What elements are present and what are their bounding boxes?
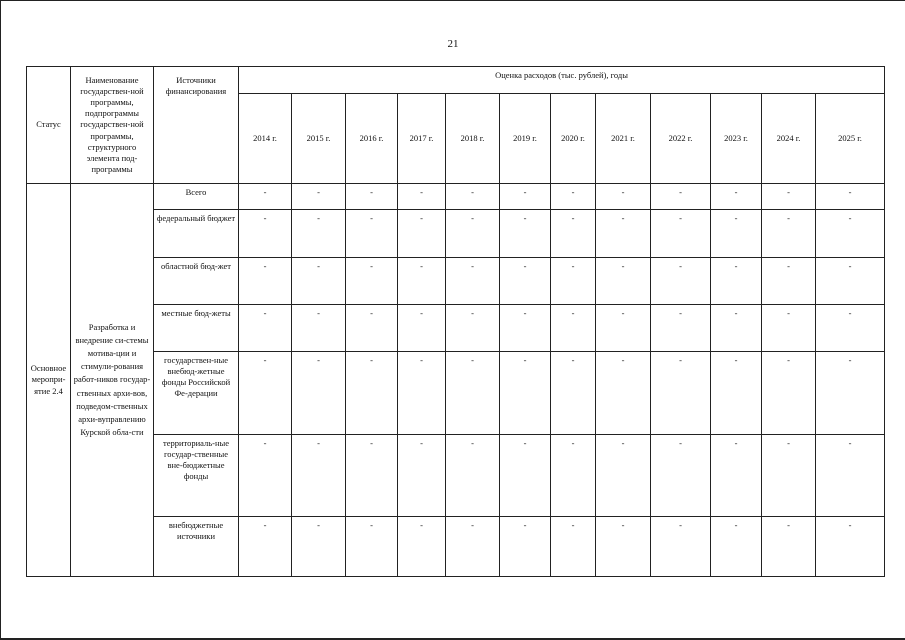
value-cell: - <box>651 210 711 258</box>
value-cell: - <box>239 184 292 210</box>
value-cell: - <box>711 517 762 577</box>
table-row <box>27 435 885 517</box>
activity-name-cell: Разработка и внедрение си-стемы мотива-ции и стимули-рования работ-ников государ-ственных архи-вов, подведом-ственных архи-вуправлению Курской обла-сти <box>71 184 154 577</box>
header-year: 2017 г. <box>398 94 446 184</box>
value-cell: - <box>551 258 596 305</box>
value-cell: - <box>292 435 346 517</box>
value-cell: - <box>596 184 651 210</box>
value-cell: - <box>500 517 551 577</box>
value-cell: - <box>239 352 292 435</box>
value-cell: - <box>816 210 885 258</box>
funding-source-cell: местные бюд-жеты <box>154 305 239 352</box>
value-cell: - <box>762 352 816 435</box>
value-cell: - <box>398 184 446 210</box>
value-cell: - <box>500 210 551 258</box>
header-year: 2018 г. <box>446 94 500 184</box>
table-row <box>27 305 885 352</box>
value-cell: - <box>711 184 762 210</box>
value-cell: - <box>346 352 398 435</box>
value-cell: - <box>446 352 500 435</box>
funding-source-cell: внебюджетные источники <box>154 517 239 577</box>
header-year: 2021 г. <box>596 94 651 184</box>
header-status: Статус <box>27 67 71 184</box>
value-cell: - <box>816 184 885 210</box>
value-cell: - <box>651 352 711 435</box>
value-cell: - <box>551 517 596 577</box>
value-cell: - <box>651 517 711 577</box>
value-cell: - <box>346 517 398 577</box>
header-year: 2025 г. <box>816 94 885 184</box>
value-cell: - <box>816 258 885 305</box>
header-name: Наименование государствен-ной программы, подпрограммы государствен-ной программы, структурного элемента под-программы <box>71 67 154 184</box>
value-cell: - <box>816 517 885 577</box>
value-cell: - <box>292 210 346 258</box>
header-year: 2016 г. <box>346 94 398 184</box>
value-cell: - <box>762 258 816 305</box>
value-cell: - <box>292 352 346 435</box>
value-cell: - <box>346 258 398 305</box>
value-cell: - <box>500 435 551 517</box>
value-cell: - <box>596 305 651 352</box>
value-cell: - <box>711 435 762 517</box>
value-cell: - <box>292 258 346 305</box>
value-cell: - <box>711 352 762 435</box>
value-cell: - <box>551 435 596 517</box>
value-cell: - <box>446 184 500 210</box>
value-cell: - <box>346 435 398 517</box>
expenses-table <box>26 66 885 577</box>
header-estimate: Оценка расходов (тыс. рублей), годы <box>239 67 885 94</box>
funding-source-cell: Всего <box>154 184 239 210</box>
value-cell: - <box>711 210 762 258</box>
value-cell: - <box>292 517 346 577</box>
value-cell: - <box>651 435 711 517</box>
value-cell: - <box>346 210 398 258</box>
value-cell: - <box>239 305 292 352</box>
value-cell: - <box>596 210 651 258</box>
value-cell: - <box>446 305 500 352</box>
page-number: 21 <box>447 38 459 50</box>
value-cell: - <box>651 184 711 210</box>
value-cell: - <box>398 258 446 305</box>
funding-source-cell: территориаль-ные государ-ственные вне-бюджетные фонды <box>154 435 239 517</box>
value-cell: - <box>239 435 292 517</box>
header-year: 2020 г. <box>551 94 596 184</box>
value-cell: - <box>551 184 596 210</box>
table-row <box>27 184 885 210</box>
value-cell: - <box>398 305 446 352</box>
value-cell: - <box>398 517 446 577</box>
value-cell: - <box>239 210 292 258</box>
funding-source-cell: областной бюд-жет <box>154 258 239 305</box>
value-cell: - <box>762 210 816 258</box>
value-cell: - <box>398 435 446 517</box>
value-cell: - <box>446 517 500 577</box>
value-cell: - <box>762 435 816 517</box>
value-cell: - <box>398 352 446 435</box>
funding-source-cell: федеральный бюджет <box>154 210 239 258</box>
value-cell: - <box>651 258 711 305</box>
value-cell: - <box>816 305 885 352</box>
table-row <box>27 352 885 435</box>
value-cell: - <box>551 352 596 435</box>
header-year: 2019 г. <box>500 94 551 184</box>
value-cell: - <box>596 517 651 577</box>
value-cell: - <box>446 258 500 305</box>
value-cell: - <box>551 210 596 258</box>
value-cell: - <box>762 517 816 577</box>
value-cell: - <box>292 305 346 352</box>
value-cell: - <box>596 435 651 517</box>
value-cell: - <box>500 352 551 435</box>
value-cell: - <box>446 210 500 258</box>
value-cell: - <box>346 305 398 352</box>
table-row <box>27 517 885 577</box>
header-year: 2023 г. <box>711 94 762 184</box>
value-cell: - <box>816 435 885 517</box>
value-cell: - <box>292 184 346 210</box>
value-cell: - <box>239 258 292 305</box>
value-cell: - <box>500 184 551 210</box>
value-cell: - <box>762 184 816 210</box>
value-cell: - <box>762 305 816 352</box>
header-year: 2014 г. <box>239 94 292 184</box>
header-year: 2015 г. <box>292 94 346 184</box>
value-cell: - <box>398 210 446 258</box>
value-cell: - <box>711 258 762 305</box>
value-cell: - <box>551 305 596 352</box>
page-frame-left <box>0 0 1 640</box>
header-row-1 <box>27 67 885 94</box>
header-year: 2022 г. <box>651 94 711 184</box>
value-cell: - <box>500 305 551 352</box>
page-frame-top <box>0 0 905 1</box>
status-cell: Основное меропри-ятие 2.4 <box>27 184 71 577</box>
table-row <box>27 258 885 305</box>
value-cell: - <box>596 352 651 435</box>
value-cell: - <box>239 517 292 577</box>
header-year: 2024 г. <box>762 94 816 184</box>
value-cell: - <box>651 305 711 352</box>
value-cell: - <box>816 352 885 435</box>
value-cell: - <box>711 305 762 352</box>
value-cell: - <box>346 184 398 210</box>
value-cell: - <box>500 258 551 305</box>
funding-source-cell: государствен-ные внебюд-жетные фонды Российской Фе-дерации <box>154 352 239 435</box>
table-row <box>27 210 885 258</box>
header-sources: Источники финансирования <box>154 67 239 184</box>
value-cell: - <box>446 435 500 517</box>
value-cell: - <box>596 258 651 305</box>
